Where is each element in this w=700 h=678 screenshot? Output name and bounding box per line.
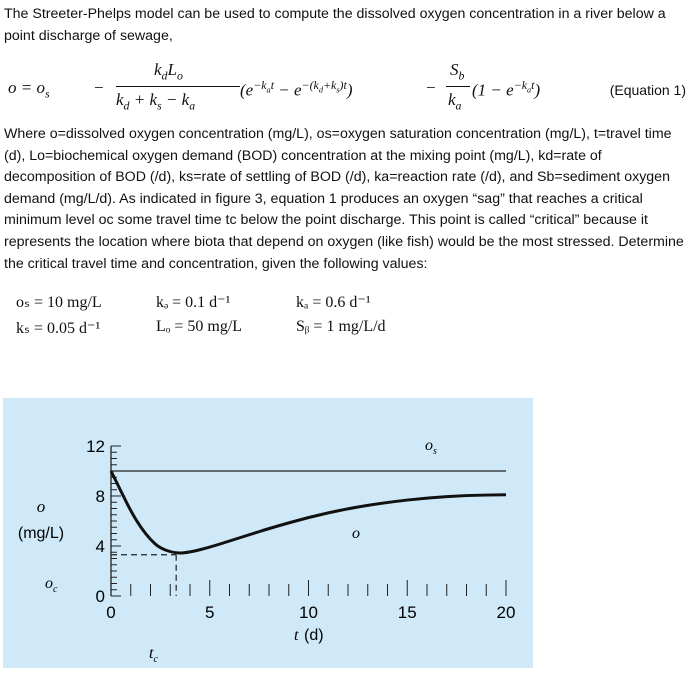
axes bbox=[86, 437, 515, 622]
eq-frac2-numerator: $S_b$ bbox=[450, 60, 465, 83]
y-tick-label: 0 bbox=[95, 587, 105, 606]
x-tick-label: 20 bbox=[496, 603, 516, 622]
equation-label: (Equation 1) bbox=[609, 82, 686, 98]
eq-frac1-numerator: $k_dL_o$ bbox=[154, 60, 183, 83]
os-label: $o_s$ bbox=[425, 437, 437, 457]
eq-frac1-line bbox=[116, 86, 240, 87]
eq-tail: $(1 - e^{-k_at})$ bbox=[472, 78, 541, 100]
y-label-symbol: o bbox=[36, 497, 46, 516]
eq-exp-group: $(e^{-k_at} - e^{-(k_d+k_s)t})$ bbox=[240, 78, 353, 100]
critical-guides bbox=[111, 555, 176, 596]
x-tick-label: 10 bbox=[299, 603, 318, 622]
x-tick-label: 5 bbox=[205, 603, 215, 622]
x-label-symbol: t bbox=[294, 627, 299, 644]
eq-frac1-denominator: $k_d + k_s - k_a$ bbox=[116, 90, 196, 113]
equation-1 bbox=[8, 58, 698, 116]
param-Lo: Lₒ = 50 mg/L bbox=[156, 318, 243, 335]
param-ka: kₐ = 0.6 d⁻¹ bbox=[296, 294, 371, 311]
param-ks: kₛ = 0.05 d⁻¹ bbox=[16, 320, 101, 337]
param-kd: kₔ = 0.1 d⁻¹ bbox=[156, 294, 231, 311]
eq-frac2-line bbox=[446, 86, 470, 87]
param-os: oₛ = 10 mg/L bbox=[16, 294, 102, 311]
param-Sb: Sᵦ = 1 mg/L/d bbox=[296, 318, 386, 335]
description-text: Where o=dissolved oxygen concentration (mg/L), os=oxygen saturation concentration (mg/L), t=travel time (d), Lo=biochemical oxygen demand (BOD) concentration at the mixing point (mg/L), kd=rate of decomposition of BOD (/d), ks=rate of settling of BOD (/d), ka=reaction rate (/d), and Sb=sediment oxygen demand (mg/L/d). As indicated in figure 3, equation 1 produces an oxygen “sag” that reaches a critical minimum level oc some travel time tc below the point discharge. This point is called “critical” because it represents the location where biota that depend on oxygen (like fish) would be the most stressed. Determine the critical travel time and concentration, given the following values: bbox=[4, 126, 684, 272]
x-tick-label: 15 bbox=[397, 603, 417, 622]
y-tick-label: 4 bbox=[95, 537, 105, 556]
x-tick-label: 0 bbox=[106, 603, 116, 622]
oxygen-curve bbox=[111, 471, 506, 553]
eq-minus-1: − bbox=[94, 78, 104, 97]
tc-label: $t_c$ bbox=[149, 645, 158, 665]
eq-frac2-denominator: $k_a$ bbox=[448, 90, 462, 113]
oxygen-sag-plot bbox=[3, 398, 533, 668]
curve-label: o bbox=[352, 525, 360, 542]
x-label-unit: (d) bbox=[304, 627, 324, 644]
intro-text: The Streeter-Phelps model can be used to compute the dissolved oxygen concentration in a river below a point discharge of sewage, bbox=[4, 6, 666, 44]
y-label-unit: (mg/L) bbox=[17, 525, 65, 542]
oc-label: $o_c$ bbox=[45, 575, 58, 595]
oxygen-sag-figure bbox=[3, 398, 533, 668]
y-tick-label: 12 bbox=[86, 437, 105, 456]
eq-lhs: $o = o_s$ bbox=[8, 78, 50, 101]
y-tick-label: 8 bbox=[95, 487, 105, 506]
eq-minus-2: − bbox=[426, 78, 436, 97]
